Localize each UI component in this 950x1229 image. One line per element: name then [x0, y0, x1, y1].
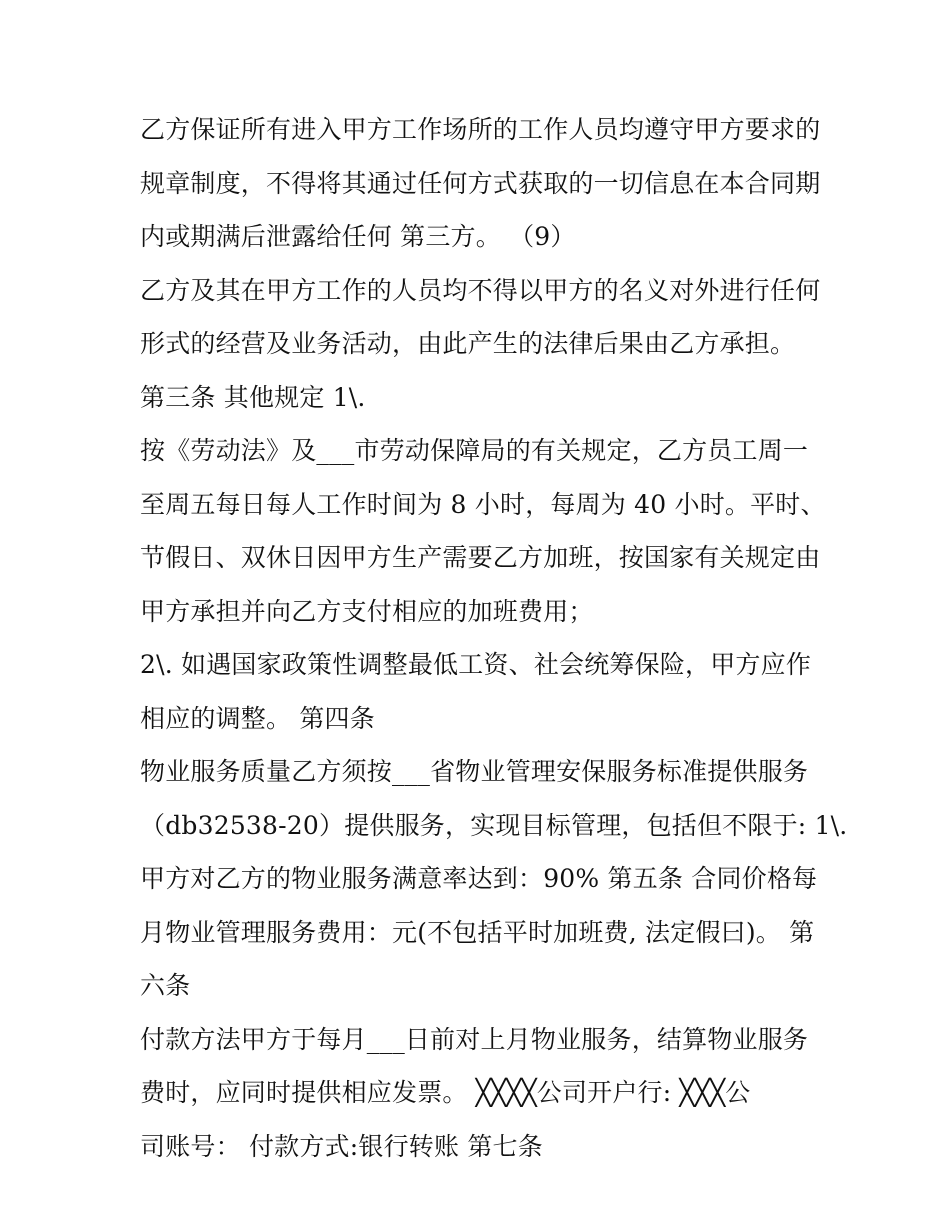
text-line: 形式的经营及业务活动，由此产生的法律后果由乙方承担。	[140, 329, 796, 358]
text-line: 相应的调整。 第四条	[140, 703, 375, 733]
text-line: 甲方承担并向乙方支付相应的加班费用；	[140, 596, 594, 626]
text-line: 乙方及其在甲方工作的人员均不得以甲方的名义对外进行任何	[140, 275, 821, 305]
text-line: 付款方法甲方于每月___日前对上月物业服务，结算物业服务	[140, 1024, 809, 1054]
text-line: 费时，应同时提供相应发票。 ╳╳╳╳公司开户行: ╳╳╳公	[140, 1078, 751, 1107]
text-line: 内或期满后泄露给任何 第三方。 （9）	[140, 222, 576, 251]
text-line: 六条	[140, 971, 191, 1000]
text-line: 甲方对乙方的物业服务满意率达到：90% 第五条 合同价格每	[140, 864, 818, 893]
text-line: （db32538-20）提供服务，实现目标管理，包括但不限于: 1\.	[140, 810, 848, 840]
section-heading-3: 第三条 其他规定 1\.	[140, 382, 366, 412]
text-line: 按《劳动法》及___市劳动保障局的有关规定，乙方员工周一	[140, 436, 809, 465]
text-line: 司账号： 付款方式:银行转账 第七条	[140, 1131, 543, 1161]
text-line: 节假日、双休日因甲方生产需要乙方加班，按国家有关规定由	[140, 543, 821, 572]
text-line: 规章制度，不得将其通过任何方式获取的一切信息在本合同期	[140, 168, 821, 198]
text-line: 物业服务质量乙方须按___省物业管理安保服务标准提供服务	[140, 757, 809, 786]
text-line: 2\. 如遇国家政策性调整最低工资、社会统筹保险，甲方应作	[140, 650, 812, 679]
text-line: 乙方保证所有进入甲方工作场所的工作人员均遵守甲方要求的	[140, 115, 821, 144]
document-body	[140, 103, 848, 1173]
text-line: 至周五每日每人工作时间为 8 小时，每周为 40 小时。平时、	[140, 489, 826, 519]
text-line: 月物业管理服务费用：元(不包括平时加班费, 法定假曰)。 第	[140, 917, 815, 947]
